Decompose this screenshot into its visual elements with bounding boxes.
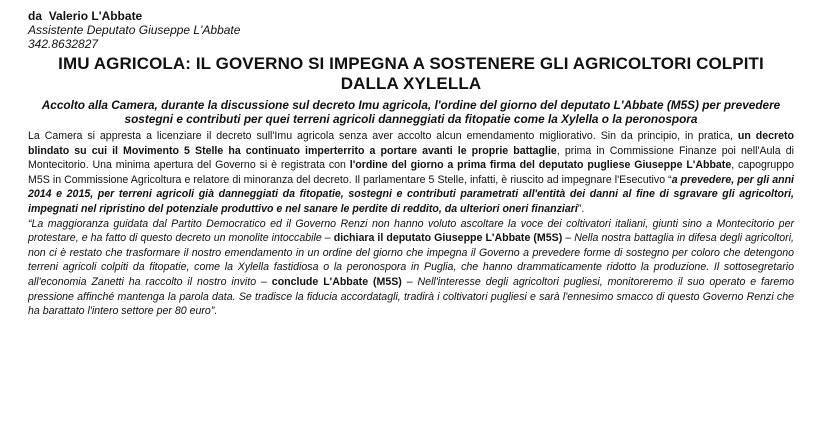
sender-prefix: da	[28, 9, 43, 23]
p1-text-1: La Camera si appresta a licenziare il decreto sull'Imu agricola senza aver accolto alcun emendamento migliorativo. Sin da principio, in pratica,	[28, 130, 738, 142]
p1-text-3: , capogruppo M5S in Commissione Agricoltura e relatore di minoranza del decreto. Il parlamentare 5 Stelle, infatti, è riuscito ad impegnare l'Esecutivo “	[28, 159, 794, 186]
p2-italic-1: “La maggioranza guidata dal Partito Democratico ed il Governo Renzi non hanno voluto ascoltare la voce dei coltivatori italiani, giunti sino a Montecitorio per protestare, e ha fatto di questo decreto un monolite intoccabile –	[28, 217, 794, 245]
article-body	[28, 129, 794, 319]
sender-role: Assistente Deputato Giuseppe L'Abbate	[28, 23, 241, 37]
p2-bold-2: conclude L'Abbate (M5S)	[271, 275, 402, 288]
p1-text-2: , prima in Commissione Finanze poi nell'Aula di Montecitorio. Una minima apertura del Governo si è registrata con	[28, 144, 794, 172]
sender-name: Valerio L'Abbate	[48, 9, 143, 23]
p2-italic-2: – Nella nostra battaglia in difesa degli agricoltori, non ci è restato che trasformare il nostro emendamento in un ordine del giorno che impegna il Governo a prevedere forme di sostegno per coloro che detengono terreni agricoli colpiti da fitopatie, come la Xylella fastidiosa o la peronospora in Puglia, che hanno drammaticamente ridotto la produzione. Il sottosegretario all'economia Zanetti ha raccolto il nostro invito –	[28, 232, 794, 288]
p1-bold-1: un decreto blindato su cui il Movimento 5 Stelle ha continuato imperterrito a portare avanti le proprie battaglie	[28, 130, 795, 157]
sender-line	[28, 9, 794, 23]
p1-text-4: ”.	[577, 202, 585, 215]
paragraph-1	[28, 129, 794, 217]
headline-line-1: IMU AGRICOLA: IL GOVERNO SI IMPEGNA A SOSTENERE GLI AGRICOLTORI COLPITI	[58, 54, 764, 73]
p2-bold-1: dichiara il deputato Giuseppe L'Abbate (M5S)	[333, 232, 563, 245]
paragraph-2	[28, 217, 794, 319]
document-page	[0, 9, 822, 429]
p2-italic-3: – Nell'interesse degli agricoltori pugliesi, monitoreremo il suo operato e faremo pressione affinché mantenga la parola data. Se tradisce la fiducia accordatagli, tradirà i coltivatori pugliesi e sarà l'ennesimo smacco di questo Governo Renzi che ha barattato l'intero settore per 80 euro”.	[28, 275, 795, 318]
headline-line-2: DALLA XYLELLA	[340, 74, 482, 93]
headline	[28, 54, 794, 94]
p1-bold-italic-quote: a prevedere, per gli anni 2014 e 2015, per terreni agricoli già danneggiati da fitopatie, sostegni e contributi parametrati all'entità dei danni al fine di sgravare gli agricoltori, impegnati nel ripristino del potenziale produttivo e nel sanare le perdite di reddito, da ulteriori oneri finanziari	[28, 173, 795, 215]
p1-bold-2: l'ordine del giorno a prima firma del deputato pugliese Giuseppe L'Abbate	[349, 159, 732, 172]
subheadline: Accolto alla Camera, durante la discussione sul decreto Imu agricola, l'ordine del giorno del deputato L'Abbate (M5S) per prevedere sostegni e contributi per quei terreni agricoli danneggiati da fitopatie come la Xylella o la peronospora	[41, 98, 781, 126]
sender-phone: 342.8632827	[28, 37, 99, 51]
sender-block	[28, 9, 794, 51]
